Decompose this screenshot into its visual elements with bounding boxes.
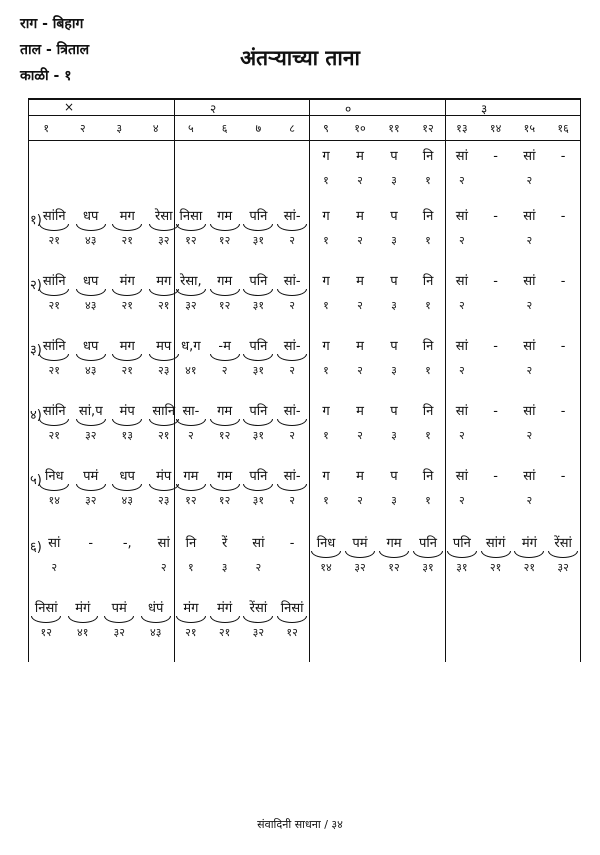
swar-note: पनि bbox=[249, 274, 268, 289]
beat-number: ८ bbox=[289, 122, 295, 135]
finger-number: २ bbox=[526, 364, 533, 377]
slur-arc bbox=[76, 289, 106, 296]
swar-note: सां bbox=[523, 209, 536, 224]
swar-note: -, bbox=[122, 536, 132, 551]
finger-number: ३१ bbox=[252, 364, 265, 377]
swar-note: म bbox=[356, 404, 364, 419]
swar-note: पमं bbox=[83, 469, 99, 484]
slur-arc bbox=[76, 224, 106, 231]
swar-note: धप bbox=[119, 469, 135, 484]
taan-number-label: ४) bbox=[30, 408, 42, 423]
finger-number: २ bbox=[357, 364, 363, 377]
swar-note: सांनि bbox=[42, 339, 66, 354]
taan-number-label: १) bbox=[30, 213, 42, 228]
swar-note: निध bbox=[316, 536, 336, 551]
swar-note: मप bbox=[156, 339, 172, 354]
finger-number: २ bbox=[357, 299, 363, 312]
swar-note: - bbox=[289, 536, 295, 551]
swar-note: - bbox=[493, 469, 498, 484]
finger-number: २ bbox=[357, 494, 363, 507]
swar-note: - bbox=[493, 274, 498, 289]
slur-arc bbox=[243, 354, 273, 361]
finger-number: २ bbox=[289, 494, 295, 507]
finger-number: १ bbox=[323, 174, 329, 187]
vibhag-marker: ३ bbox=[481, 102, 488, 116]
swar-note: पनि bbox=[249, 404, 268, 419]
finger-number: १ bbox=[425, 299, 431, 312]
table-column-divider bbox=[174, 98, 175, 662]
slur-arc bbox=[39, 354, 69, 361]
swar-note: पनि bbox=[249, 209, 268, 224]
swar-note: प bbox=[390, 209, 398, 224]
slur-arc bbox=[447, 551, 477, 558]
beat-number: १० bbox=[354, 122, 366, 135]
swar-note: नि bbox=[422, 404, 434, 419]
slur-arc bbox=[311, 551, 341, 558]
swar-note: पमं bbox=[352, 536, 368, 551]
finger-number: २१ bbox=[523, 561, 536, 574]
finger-number: २१ bbox=[121, 299, 133, 312]
swar-note: सां- bbox=[283, 404, 301, 419]
slur-arc bbox=[210, 289, 240, 296]
swar-note: गम bbox=[217, 469, 233, 484]
swar-note: म bbox=[356, 274, 364, 289]
finger-number: २ bbox=[526, 429, 533, 442]
swar-note: निध bbox=[44, 469, 64, 484]
beat-number: ५ bbox=[188, 122, 194, 135]
finger-number: १ bbox=[425, 429, 431, 442]
finger-number: २ bbox=[289, 234, 295, 247]
swar-note: ग bbox=[322, 209, 330, 224]
finger-number: १ bbox=[425, 174, 431, 187]
finger-number: १२ bbox=[388, 561, 400, 574]
beat-number: १३ bbox=[456, 122, 468, 135]
finger-number: १२ bbox=[218, 429, 231, 442]
swar-note: रेंसां bbox=[554, 536, 572, 551]
beat-number: २ bbox=[79, 122, 86, 135]
finger-number: १४ bbox=[48, 494, 60, 507]
finger-number: २१ bbox=[489, 561, 502, 574]
finger-number: २१ bbox=[48, 429, 60, 442]
swar-note: सांनि bbox=[42, 274, 66, 289]
finger-number: १ bbox=[425, 234, 431, 247]
swar-note: रेसा bbox=[155, 209, 173, 224]
beat-number: ४ bbox=[152, 122, 159, 135]
finger-number: ३ bbox=[221, 561, 228, 574]
vibhag-marker: ० bbox=[345, 102, 352, 116]
finger-number: ३२ bbox=[557, 561, 569, 574]
swar-note: सां bbox=[523, 274, 536, 289]
swar-note: नि bbox=[422, 274, 434, 289]
finger-number: ३१ bbox=[456, 561, 468, 574]
beat-number: १५ bbox=[523, 122, 536, 135]
swar-note: धंपं bbox=[148, 601, 164, 616]
page-title: अंतऱ्याच्या ताना bbox=[240, 46, 360, 70]
swar-note: म bbox=[356, 469, 364, 484]
finger-number: १३ bbox=[121, 429, 133, 442]
kaali-label: काळी - १ bbox=[20, 68, 72, 84]
slur-arc bbox=[210, 484, 240, 491]
swar-note: नि bbox=[422, 339, 434, 354]
swar-note: सां bbox=[523, 339, 536, 354]
finger-number: १२ bbox=[218, 494, 231, 507]
swar-note: प bbox=[390, 149, 398, 164]
beat-number: ३ bbox=[116, 122, 123, 135]
swar-note: सां- bbox=[283, 469, 301, 484]
finger-number: ३ bbox=[391, 299, 397, 312]
slur-arc bbox=[210, 354, 240, 361]
slur-arc bbox=[277, 224, 307, 231]
slur-arc bbox=[104, 616, 134, 623]
slur-arc bbox=[379, 551, 409, 558]
swar-note: म bbox=[356, 149, 364, 164]
finger-number: १ bbox=[188, 561, 194, 574]
slur-arc bbox=[277, 419, 307, 426]
finger-number: १ bbox=[323, 494, 329, 507]
swar-note: निसां bbox=[34, 601, 58, 616]
finger-number: २१ bbox=[218, 626, 231, 639]
finger-number: २ bbox=[526, 494, 533, 507]
swar-note: म bbox=[356, 339, 364, 354]
slur-arc bbox=[514, 551, 544, 558]
swar-note: - bbox=[493, 404, 498, 419]
swar-note: पनि bbox=[249, 339, 268, 354]
table-column-divider bbox=[580, 98, 581, 662]
finger-number: १२ bbox=[40, 626, 52, 639]
swar-note: सां bbox=[455, 209, 468, 224]
swar-note: नि bbox=[422, 209, 434, 224]
slur-arc bbox=[112, 289, 142, 296]
slur-arc bbox=[277, 616, 307, 623]
finger-number: ३१ bbox=[252, 429, 265, 442]
swar-note: प bbox=[390, 469, 398, 484]
slur-arc bbox=[141, 616, 171, 623]
finger-number: २३ bbox=[158, 364, 170, 377]
finger-number: २ bbox=[51, 561, 58, 574]
slur-arc bbox=[345, 551, 375, 558]
slur-arc bbox=[277, 354, 307, 361]
slur-arc bbox=[243, 289, 273, 296]
finger-number: ४३ bbox=[121, 494, 133, 507]
finger-number: २ bbox=[459, 299, 465, 312]
slur-arc bbox=[68, 616, 98, 623]
finger-number: २१ bbox=[48, 299, 60, 312]
swar-note: पमं bbox=[111, 601, 127, 616]
finger-number: २ bbox=[188, 429, 194, 442]
slur-arc bbox=[112, 354, 142, 361]
finger-number: ३१ bbox=[422, 561, 434, 574]
taan-number-label: ३) bbox=[30, 343, 42, 358]
finger-number: १२ bbox=[218, 299, 231, 312]
finger-number: २ bbox=[357, 174, 363, 187]
swar-note: रें bbox=[221, 536, 228, 551]
swar-note: मंगं bbox=[75, 601, 91, 616]
swar-note: -म bbox=[218, 339, 231, 354]
beat-number: ११ bbox=[388, 122, 400, 135]
table-header-divider bbox=[28, 115, 580, 116]
slur-arc bbox=[176, 224, 206, 231]
swar-note: मग bbox=[119, 339, 135, 354]
slur-arc bbox=[243, 419, 273, 426]
table-top-border bbox=[28, 98, 580, 100]
swar-note: सां bbox=[455, 149, 468, 164]
finger-number: २ bbox=[289, 364, 295, 377]
finger-number: २१ bbox=[121, 364, 133, 377]
swar-note: मंग bbox=[183, 601, 199, 616]
swar-note: सां- bbox=[283, 274, 301, 289]
swar-note: नि bbox=[185, 536, 197, 551]
swar-note: सां bbox=[523, 469, 536, 484]
beat-number: १४ bbox=[489, 122, 502, 135]
finger-number: १ bbox=[323, 364, 329, 377]
swar-note: ध,ग bbox=[181, 339, 201, 354]
slur-arc bbox=[277, 484, 307, 491]
swar-note: गम bbox=[183, 469, 199, 484]
finger-number: ३२ bbox=[354, 561, 366, 574]
taan-number-label: ६) bbox=[30, 540, 42, 555]
finger-number: ३२ bbox=[185, 299, 197, 312]
finger-number: ३ bbox=[391, 364, 397, 377]
finger-number: ३ bbox=[391, 429, 397, 442]
swar-note: सांनि bbox=[42, 209, 66, 224]
slur-arc bbox=[112, 484, 142, 491]
table-column-divider bbox=[28, 98, 29, 662]
finger-number: २१ bbox=[48, 364, 60, 377]
slur-arc bbox=[39, 419, 69, 426]
finger-number: २१ bbox=[158, 299, 170, 312]
slur-arc bbox=[112, 224, 142, 231]
swar-note: सां bbox=[48, 536, 61, 551]
finger-number: ४१ bbox=[77, 626, 89, 639]
swar-note: ग bbox=[322, 404, 330, 419]
slur-arc bbox=[176, 289, 206, 296]
swar-note: गम bbox=[217, 209, 233, 224]
swar-note: सां bbox=[455, 404, 468, 419]
slur-arc bbox=[413, 551, 443, 558]
finger-number: ४३ bbox=[85, 299, 97, 312]
slur-arc bbox=[176, 419, 206, 426]
finger-number: ३ bbox=[391, 234, 397, 247]
swar-note: पनि bbox=[452, 536, 471, 551]
slur-arc bbox=[76, 419, 106, 426]
swar-note: सांगं bbox=[485, 536, 506, 551]
swar-note: सा- bbox=[182, 404, 200, 419]
swar-note: धप bbox=[83, 209, 99, 224]
swar-note: मग bbox=[119, 209, 135, 224]
finger-number: १ bbox=[323, 429, 329, 442]
swar-note: प bbox=[390, 274, 398, 289]
swar-note: सां bbox=[455, 339, 468, 354]
finger-number: ३२ bbox=[113, 626, 125, 639]
swar-note: सां bbox=[157, 536, 170, 551]
finger-number: २ bbox=[459, 494, 465, 507]
swar-note: पनि bbox=[419, 536, 437, 551]
swar-note: प bbox=[390, 404, 398, 419]
vibhag-marker: २ bbox=[210, 102, 217, 116]
swar-note: निसा bbox=[179, 209, 203, 224]
slur-arc bbox=[39, 224, 69, 231]
swar-note: - bbox=[560, 209, 566, 224]
swar-note: - bbox=[560, 149, 566, 164]
table-beat-divider bbox=[28, 140, 580, 141]
swar-note: - bbox=[560, 404, 566, 419]
finger-number: २ bbox=[526, 299, 533, 312]
beat-number: १६ bbox=[557, 122, 569, 135]
swar-note: सां bbox=[523, 404, 536, 419]
finger-number: २ bbox=[255, 561, 262, 574]
finger-number: १४ bbox=[320, 561, 332, 574]
finger-number: १२ bbox=[185, 234, 197, 247]
swar-note: सां bbox=[523, 149, 536, 164]
taan-number-label: ५) bbox=[30, 473, 42, 488]
swar-note: मंप bbox=[156, 469, 172, 484]
finger-number: २ bbox=[357, 234, 363, 247]
swar-note: - bbox=[493, 209, 498, 224]
finger-number: ४३ bbox=[85, 364, 97, 377]
swar-note: निसां bbox=[280, 601, 304, 616]
swar-note: मंप bbox=[119, 404, 135, 419]
swar-note: सां- bbox=[283, 339, 301, 354]
taan-number-label: २) bbox=[30, 278, 42, 293]
vibhag-marker: × bbox=[64, 100, 75, 114]
finger-number: १२ bbox=[185, 494, 197, 507]
beat-number: ७ bbox=[255, 122, 262, 135]
swar-note: सां,प bbox=[78, 404, 103, 419]
swar-note: ग bbox=[322, 339, 330, 354]
finger-number: २१ bbox=[185, 626, 197, 639]
finger-number: ३ bbox=[391, 174, 397, 187]
finger-number: २१ bbox=[121, 234, 133, 247]
swar-note: रेंसां bbox=[249, 601, 268, 616]
swar-note: - bbox=[560, 274, 566, 289]
swar-note: धप bbox=[83, 339, 99, 354]
swar-note: म bbox=[356, 209, 364, 224]
swar-note: प bbox=[390, 339, 398, 354]
finger-number: ३२ bbox=[252, 626, 265, 639]
slur-arc bbox=[243, 616, 273, 623]
finger-number: १ bbox=[425, 364, 431, 377]
finger-number: २ bbox=[526, 174, 533, 187]
finger-number: १२ bbox=[218, 234, 231, 247]
swar-note: रेसा, bbox=[180, 274, 202, 289]
swar-note: सानि bbox=[152, 404, 176, 419]
finger-number: ४१ bbox=[185, 364, 197, 377]
slur-arc bbox=[481, 551, 511, 558]
swar-note: मंगं bbox=[217, 601, 233, 616]
slur-arc bbox=[112, 419, 142, 426]
swar-note: नि bbox=[422, 149, 434, 164]
beat-number: १२ bbox=[422, 122, 434, 135]
finger-number: २१ bbox=[158, 429, 170, 442]
slur-arc bbox=[76, 354, 106, 361]
finger-number: ३२ bbox=[85, 494, 97, 507]
swar-note: ग bbox=[322, 274, 330, 289]
slur-arc bbox=[176, 616, 206, 623]
slur-arc bbox=[243, 484, 273, 491]
finger-number: ३१ bbox=[252, 494, 265, 507]
swar-note: - bbox=[493, 149, 498, 164]
finger-number: ३२ bbox=[85, 429, 97, 442]
finger-number: २ bbox=[160, 561, 167, 574]
taal-label: ताल - त्रिताल bbox=[20, 42, 90, 58]
swar-note: मंगं bbox=[521, 536, 537, 551]
finger-number: ४३ bbox=[85, 234, 97, 247]
finger-number: ३ bbox=[391, 494, 397, 507]
slur-arc bbox=[39, 289, 69, 296]
slur-arc bbox=[76, 484, 106, 491]
slur-arc bbox=[210, 224, 240, 231]
beat-number: ९ bbox=[323, 122, 329, 135]
finger-number: २ bbox=[459, 364, 465, 377]
slur-arc bbox=[548, 551, 578, 558]
slur-arc bbox=[277, 289, 307, 296]
swar-note: ग bbox=[322, 149, 330, 164]
beat-number: ६ bbox=[221, 122, 228, 135]
slur-arc bbox=[39, 484, 69, 491]
finger-number: २ bbox=[459, 174, 465, 187]
slur-arc bbox=[31, 616, 61, 623]
swar-note: - bbox=[560, 469, 566, 484]
finger-number: १२ bbox=[286, 626, 298, 639]
swar-note: सां bbox=[455, 274, 468, 289]
swar-note: सां bbox=[455, 469, 468, 484]
finger-number: ३१ bbox=[252, 299, 265, 312]
finger-number: १ bbox=[323, 234, 329, 247]
slur-arc bbox=[243, 224, 273, 231]
finger-number: ४३ bbox=[150, 626, 162, 639]
finger-number: ३१ bbox=[252, 234, 265, 247]
swar-note: - bbox=[88, 536, 94, 551]
swar-note: सां- bbox=[283, 209, 301, 224]
finger-number: २१ bbox=[48, 234, 60, 247]
swar-note: गम bbox=[217, 274, 233, 289]
swar-note: ग bbox=[322, 469, 330, 484]
swar-note: गम bbox=[386, 536, 402, 551]
raag-label: राग - बिहाग bbox=[20, 16, 84, 32]
swar-note: पनि bbox=[249, 469, 268, 484]
finger-number: २ bbox=[526, 234, 533, 247]
swar-note: नि bbox=[422, 469, 434, 484]
swar-note: - bbox=[493, 339, 498, 354]
swar-note: - bbox=[560, 339, 566, 354]
finger-number: १ bbox=[425, 494, 431, 507]
swar-note: मग bbox=[156, 274, 172, 289]
finger-number: १ bbox=[323, 299, 329, 312]
swar-note: मंग bbox=[119, 274, 135, 289]
finger-number: २ bbox=[459, 234, 465, 247]
finger-number: २ bbox=[221, 364, 228, 377]
finger-number: २ bbox=[289, 299, 295, 312]
swar-note: सां bbox=[252, 536, 265, 551]
page-footer: संवादिनी साधना / ३४ bbox=[257, 818, 343, 831]
slur-arc bbox=[210, 419, 240, 426]
finger-number: ३२ bbox=[158, 234, 170, 247]
slur-arc bbox=[210, 616, 240, 623]
finger-number: २३ bbox=[158, 494, 170, 507]
finger-number: २ bbox=[459, 429, 465, 442]
beat-number: १ bbox=[43, 122, 50, 135]
swar-note: धप bbox=[83, 274, 99, 289]
swar-note: गम bbox=[217, 404, 233, 419]
swar-note: सांनि bbox=[42, 404, 66, 419]
finger-number: २ bbox=[357, 429, 363, 442]
slur-arc bbox=[176, 484, 206, 491]
finger-number: २ bbox=[289, 429, 295, 442]
